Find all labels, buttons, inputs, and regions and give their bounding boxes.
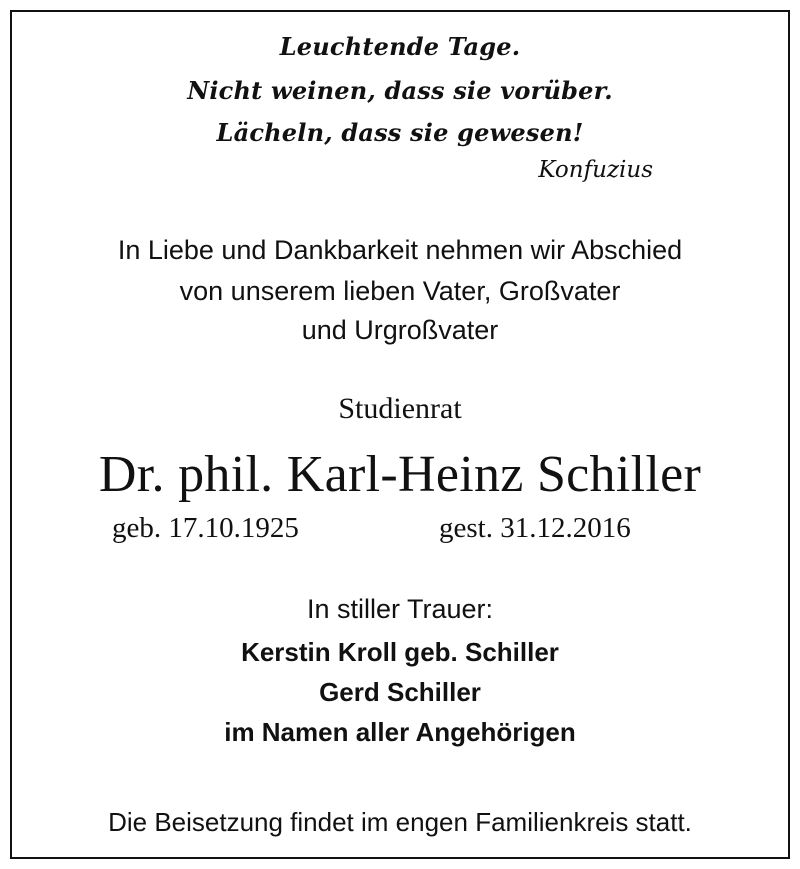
- intro-line-1: In Liebe und Dankbarkeit nehmen wir Abschied: [117, 235, 683, 265]
- mourners-heading: In stiller Trauer:: [306, 594, 494, 624]
- mourner-name: Gerd Schiller: [319, 677, 481, 707]
- funeral-note: Die Beisetzung findet im engen Familienkreis statt.: [108, 807, 692, 837]
- death-date: gest. 31.12.2016: [439, 512, 631, 544]
- quote-line-1: Leuchtende Tage.: [279, 32, 521, 61]
- deceased-name: Dr. phil. Karl-Heinz Schiller: [98, 446, 702, 503]
- quote-author: Konfuzius: [538, 157, 653, 183]
- quote-line-3: Lächeln, dass sie gewesen!: [216, 118, 584, 147]
- intro-line-3: und Urgroßvater: [301, 315, 499, 345]
- obituary-notice: [10, 10, 790, 859]
- deceased-title: Studienrat: [338, 392, 462, 425]
- quote-line-2: Nicht weinen, dass sie vorüber.: [187, 76, 613, 105]
- mourner-name: Kerstin Kroll geb. Schiller: [241, 637, 559, 667]
- mourner-name: im Namen aller Angehörigen: [224, 717, 576, 747]
- birth-date: geb. 17.10.1925: [112, 512, 299, 544]
- intro-line-2: von unserem lieben Vater, Großvater: [179, 276, 621, 306]
